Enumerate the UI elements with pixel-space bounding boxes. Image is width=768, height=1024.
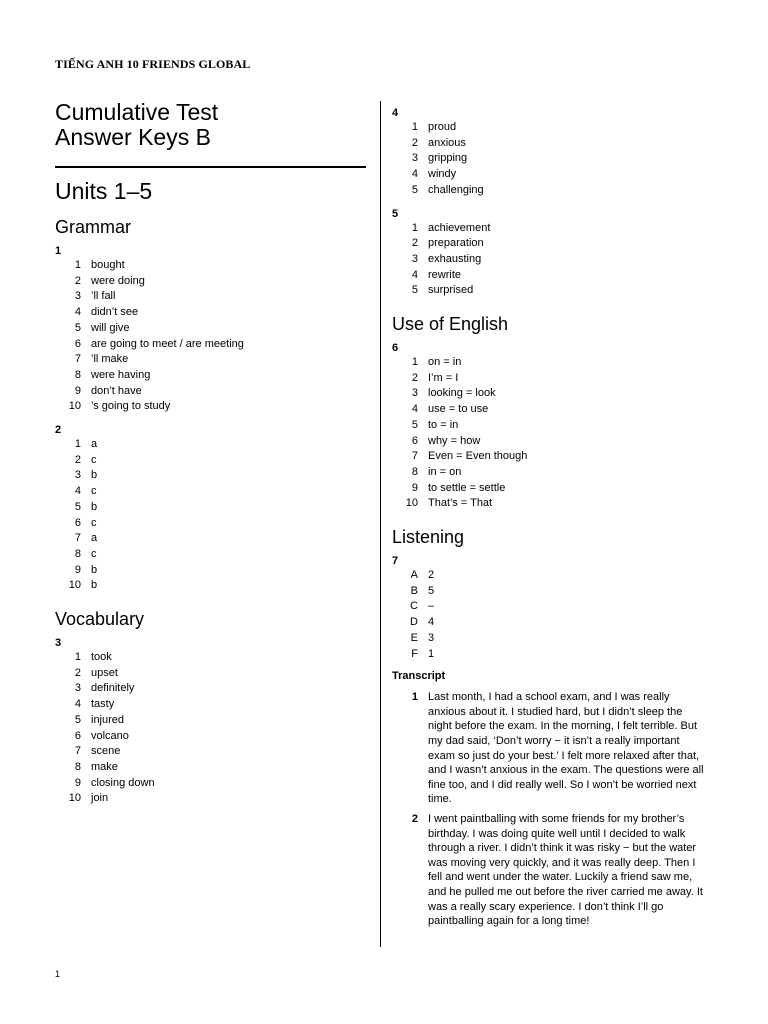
page-number: 1 — [55, 969, 61, 979]
item-answer: volcano — [91, 729, 129, 742]
right-sections — [392, 106, 722, 662]
item-number: 8 — [74, 760, 81, 773]
answer-item — [55, 289, 367, 305]
item-answer: a — [91, 532, 98, 545]
item-number: 8 — [74, 547, 81, 560]
answer-item — [55, 399, 367, 415]
item-number: 9 — [74, 776, 81, 789]
item-number: 1 — [74, 438, 81, 451]
item-answer: exhausting — [428, 252, 482, 265]
item-number: A — [410, 569, 418, 582]
answer-list — [55, 258, 367, 415]
item-answer: – — [428, 600, 435, 613]
item-answer: to settle = settle — [428, 481, 506, 494]
item-number: E — [410, 631, 418, 644]
answer-item — [55, 744, 367, 760]
answer-item — [392, 402, 722, 418]
item-number: 3 — [411, 387, 418, 400]
item-answer: I’m = I — [428, 371, 459, 384]
answer-item — [55, 484, 367, 500]
answer-item — [392, 355, 722, 371]
question-number: 3 — [55, 637, 62, 650]
item-answer: make — [91, 760, 118, 773]
item-number: 7 — [74, 353, 81, 366]
item-answer: ’s going to study — [91, 400, 171, 413]
answer-item — [392, 151, 722, 167]
item-answer: ’ll fall — [91, 290, 116, 303]
section-heading: Vocabulary — [55, 609, 145, 630]
item-number: 3 — [74, 290, 81, 303]
item-answer: on = in — [428, 356, 462, 369]
answer-item — [55, 776, 367, 792]
answer-item — [55, 352, 367, 368]
item-number: 6 — [74, 729, 81, 742]
question-number: 4 — [392, 107, 399, 119]
answer-item — [55, 368, 367, 384]
answer-item — [55, 321, 367, 337]
section-heading: Use of English — [392, 314, 509, 335]
item-number: 5 — [411, 284, 418, 297]
item-number: 2 — [74, 453, 81, 466]
title-line-1: Cumulative Test — [55, 99, 219, 125]
item-answer: 1 — [428, 647, 435, 660]
item-number: F — [411, 647, 418, 660]
item-number: 8 — [74, 368, 81, 381]
answer-item — [392, 136, 722, 152]
title-rule — [55, 166, 366, 168]
item-answer: tasty — [91, 698, 115, 711]
item-answer: 2 — [428, 569, 435, 582]
answer-item — [55, 563, 367, 579]
units-heading: Units 1–5 — [55, 178, 153, 204]
question-block — [392, 341, 722, 512]
item-number: 7 — [74, 745, 81, 758]
item-answer: were having — [91, 368, 151, 381]
item-answer: 4 — [428, 616, 435, 629]
answer-item — [55, 258, 367, 274]
item-answer: are going to meet / are meeting — [91, 337, 244, 350]
item-number: 3 — [74, 469, 81, 482]
question-block — [392, 207, 722, 300]
answer-item — [392, 631, 722, 647]
answer-list — [392, 355, 722, 512]
item-number: 1 — [411, 356, 418, 369]
item-answer: ’ll make — [91, 353, 129, 366]
item-answer: challenging — [428, 183, 484, 196]
item-number: 6 — [74, 516, 81, 529]
transcript-paragraph — [392, 690, 722, 807]
item-answer: a — [91, 438, 98, 451]
item-answer: c — [91, 547, 97, 560]
answer-item — [55, 500, 367, 516]
section-heading: Listening — [392, 527, 465, 548]
column-divider — [380, 101, 381, 947]
question-block — [55, 636, 367, 807]
item-number: 6 — [411, 434, 418, 447]
item-answer: preparation — [428, 237, 484, 250]
item-number: 1 — [411, 121, 418, 133]
item-number: 5 — [74, 321, 81, 334]
item-answer: rewrite — [428, 268, 462, 281]
item-number: 10 — [68, 792, 81, 805]
item-answer: achievement — [428, 221, 491, 234]
answer-item — [392, 647, 722, 663]
item-number: 7 — [411, 450, 418, 463]
transcript — [392, 690, 722, 929]
item-number: 10 — [68, 579, 81, 592]
item-answer: don’t have — [91, 384, 142, 397]
answer-list — [392, 120, 722, 199]
answer-item — [392, 236, 722, 252]
question-number: 6 — [392, 342, 399, 355]
item-number: 3 — [411, 152, 418, 165]
item-answer: in = on — [428, 465, 462, 478]
item-number: 9 — [74, 384, 81, 397]
item-answer: c — [91, 453, 97, 466]
item-answer: scene — [91, 745, 121, 758]
left-column — [55, 100, 367, 815]
item-number: 4 — [74, 698, 81, 711]
answer-item — [392, 283, 722, 299]
item-answer: windy — [428, 168, 457, 181]
item-answer: 5 — [428, 584, 435, 597]
item-answer: looking = look — [428, 387, 496, 400]
answer-item — [392, 481, 722, 497]
answer-item — [55, 697, 367, 713]
section — [55, 608, 367, 807]
item-number: 10 — [405, 497, 418, 510]
answer-item — [55, 274, 367, 290]
item-number: 4 — [74, 485, 81, 498]
item-number: 8 — [411, 465, 418, 478]
item-number: D — [410, 616, 418, 629]
item-answer: didn’t see — [91, 306, 139, 319]
answer-item — [55, 468, 367, 484]
item-answer: took — [91, 651, 112, 664]
section — [392, 106, 722, 299]
answer-item — [55, 713, 367, 729]
item-answer: anxious — [428, 136, 466, 149]
item-answer: b — [91, 563, 98, 576]
answer-item — [392, 120, 722, 136]
answer-item — [392, 371, 722, 387]
answer-item — [392, 599, 722, 615]
question-block — [392, 554, 722, 662]
answer-item — [55, 729, 367, 745]
item-answer: gripping — [428, 152, 468, 165]
answer-item — [392, 221, 722, 237]
answer-item — [55, 384, 367, 400]
item-number: 4 — [411, 403, 418, 416]
item-answer: 3 — [428, 631, 435, 644]
item-answer: to = in — [428, 418, 459, 431]
answer-item — [392, 268, 722, 284]
item-answer: surprised — [428, 284, 474, 297]
answer-item — [392, 183, 722, 199]
answer-item — [55, 547, 367, 563]
answer-item — [392, 584, 722, 600]
item-number: 9 — [74, 563, 81, 576]
item-answer: use = to use — [428, 403, 489, 416]
answer-item — [392, 465, 722, 481]
answer-item — [55, 437, 367, 453]
answer-item — [392, 568, 722, 584]
item-number: 1 — [411, 221, 418, 234]
item-number: 3 — [411, 252, 418, 265]
item-number: 1 — [74, 651, 81, 664]
answer-item — [392, 418, 722, 434]
answer-item — [55, 666, 367, 682]
item-answer: join — [91, 792, 109, 805]
item-answer: c — [91, 485, 97, 498]
item-number: 10 — [68, 400, 81, 413]
item-answer: b — [91, 579, 98, 592]
answer-item — [55, 337, 367, 353]
answer-list — [392, 221, 722, 300]
item-number: 4 — [411, 268, 418, 281]
section-heading: Grammar — [55, 217, 131, 237]
item-answer: closing down — [91, 776, 155, 789]
item-answer: will give — [91, 321, 130, 334]
item-answer: That’s = That — [428, 497, 493, 510]
item-answer: were doing — [91, 274, 145, 287]
item-number: 4 — [74, 306, 81, 319]
answer-item — [55, 650, 367, 666]
right-column — [392, 106, 722, 934]
answer-item — [55, 578, 367, 594]
answer-item — [392, 496, 722, 512]
answer-item — [55, 305, 367, 321]
question-block — [55, 423, 367, 594]
item-number: 5 — [411, 183, 418, 196]
item-answer: injured — [91, 713, 125, 726]
item-number: 5 — [74, 713, 81, 726]
item-number: 1 — [74, 259, 81, 271]
section — [392, 526, 722, 662]
item-number: 3 — [74, 682, 81, 695]
question-number: 7 — [392, 555, 399, 568]
page-title — [55, 100, 367, 150]
item-answer: upset — [91, 666, 118, 679]
item-answer: why = how — [428, 434, 481, 447]
question-number: 1 — [55, 245, 62, 257]
item-number: B — [410, 584, 418, 597]
answer-item — [392, 252, 722, 268]
answer-item — [55, 760, 367, 776]
paragraph-text: Last month, I had a school exam, and I was really anxious about it. I studied hard, but I didn’t sleep the night before the exam. In the morning, I felt terrible. But my dad said, ‘Don’t worry − it isn’t a really important exam so just do your best.’ I felt more relaxed after that, and I wasn’t anxious in the exam. The questions were all fine too, and I did really well. So I won’t be worried next time. — [428, 691, 704, 806]
answer-item — [392, 386, 722, 402]
item-number: 9 — [411, 481, 418, 494]
item-answer: definitely — [91, 682, 135, 695]
title-line-2: Answer Keys B — [55, 124, 211, 150]
answer-item — [392, 167, 722, 183]
answer-item — [55, 681, 367, 697]
item-answer: b — [91, 500, 98, 513]
item-number: 2 — [411, 237, 418, 250]
answer-item — [392, 449, 722, 465]
answer-list — [55, 650, 367, 807]
transcript-paragraph — [392, 812, 722, 929]
answer-list — [55, 437, 367, 594]
item-number: 2 — [411, 371, 418, 384]
transcript-heading: Transcript — [392, 670, 446, 683]
question-number: 5 — [392, 207, 399, 220]
answer-list — [392, 568, 722, 662]
paragraph-number: 1 — [411, 691, 418, 704]
section — [55, 216, 367, 594]
answer-item — [392, 434, 722, 450]
document-header: TIẾNG ANH 10 FRIENDS GLOBAL — [55, 57, 251, 71]
paragraph-number: 2 — [411, 813, 418, 826]
item-number: 2 — [74, 274, 81, 287]
item-number: 4 — [411, 168, 418, 181]
item-number: 2 — [74, 666, 81, 679]
item-number: 5 — [74, 500, 81, 513]
item-answer: b — [91, 469, 98, 482]
paragraph-text: I went paintballing with some friends for my brother’s birthday. I was doing quite well until I decided to walk through a river. I didn’t think it was risky − but the water was moving very quickly, and it was really deep. Then I fell and went under the water. Luckily a friend saw me, and he pulled me out before the river carried me away. It was a really scary experience. I don’t think I’ll go paintballing again for a long time! — [428, 813, 703, 928]
item-answer: Even = Even though — [428, 450, 528, 463]
item-answer: bought — [91, 259, 125, 271]
item-number: 5 — [411, 418, 418, 431]
question-block — [392, 106, 722, 199]
question-block — [55, 244, 367, 415]
answer-item — [55, 453, 367, 469]
item-number: 2 — [411, 136, 418, 149]
answer-item — [392, 615, 722, 631]
answer-item — [55, 791, 367, 807]
item-answer: proud — [428, 121, 457, 133]
question-number: 2 — [55, 424, 62, 437]
answer-item — [55, 516, 367, 532]
answer-item — [55, 531, 367, 547]
section — [392, 313, 722, 512]
item-answer: c — [91, 516, 97, 529]
left-sections — [55, 216, 367, 807]
item-number: 7 — [74, 532, 81, 545]
item-number: C — [410, 600, 418, 613]
item-number: 6 — [74, 337, 81, 350]
